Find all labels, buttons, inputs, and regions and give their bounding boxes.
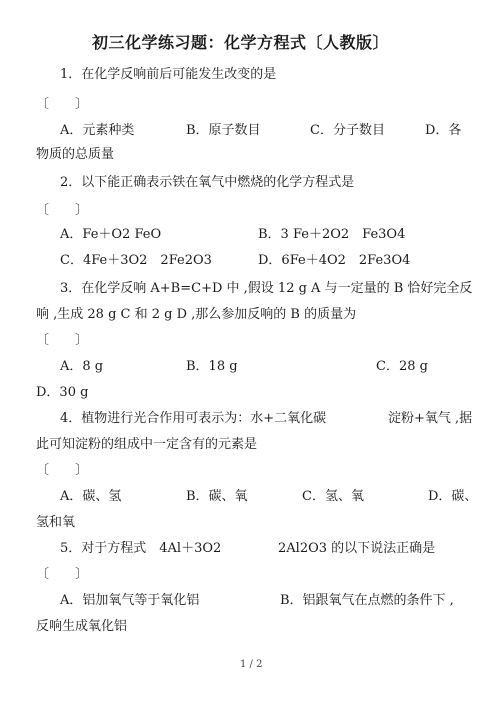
question-5-answer-paren: 〔 〕 — [36, 567, 89, 582]
question-3-option-b: B．18 g — [186, 359, 238, 374]
question-3-option-d: D．30 g — [36, 385, 89, 400]
question-2-option-a: A．Fe＋O2 FeO — [60, 227, 162, 242]
question-1-option-b: B．原子数目 — [186, 123, 261, 138]
question-4-stem-line-2: 此可知淀粉的组成中一定含有的元素是 — [36, 437, 258, 452]
question-2-stem: 2．以下能正确表示铁在氧气中燃烧的化学方程式是 — [60, 175, 355, 190]
question-1-stem: 1．在化学反响前后可能发生改变的是 — [60, 67, 277, 82]
question-3-answer-paren: 〔 〕 — [36, 333, 89, 348]
question-3-stem-line-2: 响 ,生成 28 g C 和 2 g D ,那么参加反响的 B 的质量为 — [36, 307, 357, 322]
question-4-answer-paren: 〔 〕 — [36, 463, 89, 478]
question-2-answer-paren: 〔 〕 — [36, 203, 89, 218]
question-1-option-c: C．分子数目 — [310, 123, 385, 138]
question-2-option-b: B．3 Fe＋2O2 Fe3O4 — [258, 227, 406, 242]
question-3-option-c: C．28 g — [376, 359, 428, 374]
question-3-stem-line-1: 3．在化学反响 A+B=C+D 中 ,假设 12 g A 与一定量的 B 恰好完全反 — [60, 281, 473, 296]
question-1-option-a: A．元素种类 — [60, 123, 135, 138]
question-4-stem-line-1b: 淀粉+氧气 ,据 — [388, 411, 473, 426]
question-4-option-d-continued: 氢和氧 — [36, 515, 76, 530]
question-1-answer-paren: 〔 〕 — [36, 97, 89, 112]
page-title: 初三化学练习题：化学方程式〔人教版〕 — [92, 33, 390, 52]
question-4-option-a: A．碳、氢 — [60, 489, 122, 504]
question-1-option-d-continued: 物质的总质量 — [36, 147, 115, 162]
question-5-stem-part-a: 5．对于方程式 4Al＋3O2 — [60, 541, 222, 556]
question-5-stem-part-b: 2Al2O3 的以下说法正确是 — [278, 541, 436, 556]
question-2-option-c: C．4Fe＋3O2 2Fe2O3 — [60, 253, 212, 268]
page-number: 1 / 2 — [240, 659, 263, 670]
question-4-option-d: D．碳、 — [428, 489, 478, 504]
question-5-option-b: B．铝跟氧气在点燃的条件下 , — [280, 593, 454, 608]
question-5-option-a: A．铝加氧气等于氧化铝 — [60, 593, 200, 608]
question-4-stem-line-1a: 4．植物进行光合作用可表示为：水+二氧化碳 — [60, 411, 327, 426]
question-3-option-a: A．8 g — [60, 359, 104, 374]
question-1-option-d: D．各 — [425, 123, 462, 138]
question-4-option-c: C．氢、氧 — [302, 489, 364, 504]
question-2-option-d: D．6Fe＋4O2 2Fe3O4 — [258, 253, 411, 268]
question-5-option-b-continued: 反响生成氧化铝 — [36, 619, 128, 634]
question-4-option-b: B．碳、氧 — [186, 489, 248, 504]
